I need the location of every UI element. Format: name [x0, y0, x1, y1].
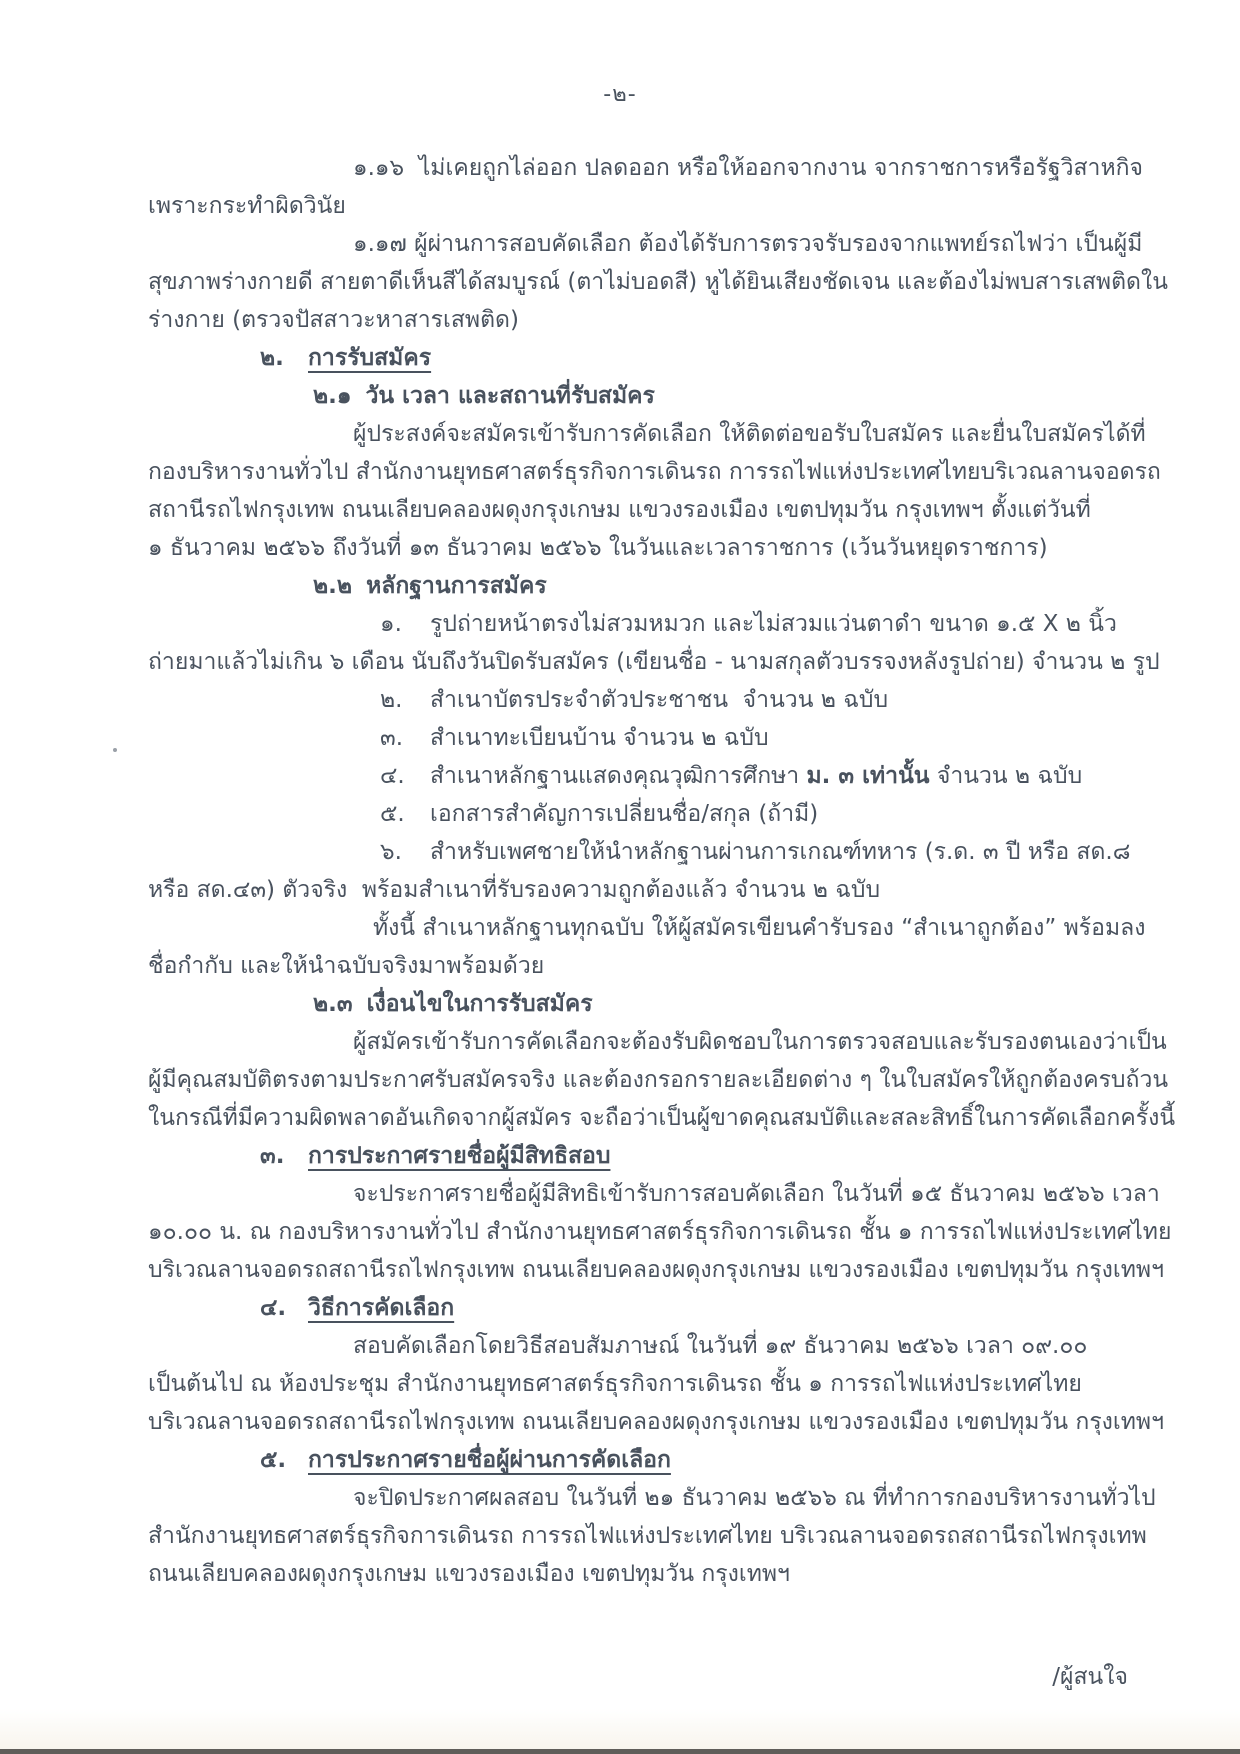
text-segment: สถานีรถไฟกรุงเทพ ถนนเลียบคลองผดุงกรุงเกษม แขวงรองเมือง เขตปทุมวัน กรุงเทพฯ ตั้งแต่วันที่: [148, 497, 1091, 523]
list-item: [148, 757, 1128, 795]
scan-bottom-edge: [0, 1749, 1240, 1754]
heading-title: การประกาศรายชื่อผู้มีสิทธิสอบ: [308, 1143, 611, 1169]
list-item: [148, 795, 1128, 833]
list-item-number: ๒.: [380, 687, 403, 713]
document-line: [148, 643, 1160, 681]
heading-number: ๔.: [260, 1295, 287, 1321]
text-segment: จำนวน ๒ ฉบับ: [929, 763, 1083, 789]
text-segment: ๑ ธันวาคม ๒๕๖๖ ถึงวันที่ ๑๓ ธันวาคม ๒๕๖๖ ในวันและเวลาราชการ (เว้นวันหยุดราชการ): [148, 535, 1048, 561]
section-heading: [148, 1137, 1128, 1175]
list-item-number: ๑.: [380, 611, 402, 637]
text-segment: บริเวณลานจอดรถสถานีรถไฟกรุงเทพ ถนนเลียบคลองผดุงกรุงเกษม แขวงรองเมือง เขตปทุมวัน กรุงเทพฯ: [148, 1257, 1165, 1283]
text-segment: ๑.๑๗ ผู้ผ่านการสอบคัดเลือก ต้องได้รับการตรวจรับรองจากแพทย์รถไฟว่า เป็นผู้มี: [353, 231, 1143, 257]
heading-number: ๒.๓: [313, 991, 353, 1017]
document-line: [148, 1327, 1128, 1365]
section-heading: [148, 1289, 1128, 1327]
heading-title: วัน เวลา และสถานที่รับสมัคร: [365, 383, 655, 409]
text-segment: สำหรับเพศชายให้นำหลักฐานผ่านการเกณฑ์ทหาร (ร.ด. ๓ ปี หรือ สด.๘: [430, 839, 1131, 865]
text-segment: ถนนเลียบคลองผดุงกรุงเกษม แขวงรองเมือง เขตปทุมวัน กรุงเทพฯ: [148, 1561, 790, 1587]
document-line: [148, 947, 1128, 985]
page-number: -๒-: [603, 82, 637, 107]
heading-number: ๕.: [260, 1447, 287, 1473]
document-line: [148, 301, 1128, 339]
document-line: [148, 263, 1168, 301]
text-segment: ผู้มีคุณสมบัติตรงตามประกาศรับสมัครจริง และต้องกรอกรายละเอียดต่าง ๆ ในใบสมัครให้ถูกต้องครบถ้วน: [148, 1067, 1169, 1093]
document-body: [148, 149, 1176, 1593]
heading-number: ๒.๒: [313, 573, 353, 599]
document-line: [148, 1403, 1165, 1441]
document-line: [148, 1213, 1172, 1251]
text-segment: สำเนาทะเบียนบ้าน จำนวน ๒ ฉบับ: [430, 725, 769, 751]
text-segment: บริเวณลานจอดรถสถานีรถไฟกรุงเทพ ถนนเลียบคลองผดุงกรุงเกษม แขวงรองเมือง เขตปทุมวัน กรุงเทพฯ: [148, 1409, 1165, 1435]
text-segment: เอกสารสำคัญการเปลี่ยนชื่อ/สกุล (ถ้ามี): [430, 801, 819, 827]
list-item: [148, 681, 1128, 719]
document-line: [148, 187, 1128, 225]
heading-title: วิธีการคัดเลือก: [308, 1295, 455, 1321]
document-line: [148, 1251, 1165, 1289]
subsection-heading: [148, 985, 1128, 1023]
document-line: [148, 1365, 1128, 1403]
document-line: [148, 529, 1128, 567]
list-item-number: ๖.: [380, 839, 402, 865]
heading-title: หลักฐานการสมัคร: [366, 573, 547, 599]
document-line: [148, 871, 1128, 909]
section-heading: [148, 1441, 1128, 1479]
text-segment: ถ่ายมาแล้วไม่เกิน ๖ เดือน นับถึงวันปิดรับสมัคร (เขียนชื่อ - นามสกุลตัวบรรจงหลังรูปถ่าย) จำนวน ๒ รูป: [148, 649, 1160, 675]
text-segment: ๑.๑๖ ไม่เคยถูกไล่ออก ปลดออก หรือให้ออกจากงาน จากราชการหรือรัฐวิสาหกิจ: [353, 155, 1144, 181]
document-line: [148, 1517, 1147, 1555]
document-line: [148, 1061, 1169, 1099]
text-segment: รูปถ่ายหน้าตรงไม่สวมหมวก และไม่สวมแว่นตาดำ ขนาด ๑.๕ X ๒ นิ้ว: [430, 611, 1117, 637]
scan-speck: [113, 748, 117, 752]
document-line: [148, 1479, 1156, 1517]
list-item-number: ๓.: [380, 725, 404, 751]
document-line: [148, 1023, 1167, 1061]
text-segment: สำเนาหลักฐานแสดงคุณวุฒิการศึกษา: [430, 763, 807, 789]
text-segment: สำนักงานยุทธศาสตร์ธุรกิจการเดินรถ การรถไฟแห่งประเทศไทย บริเวณลานจอดรถสถานีรถไฟกรุงเทพ: [148, 1523, 1147, 1549]
text-segment: ผู้สมัครเข้ารับการคัดเลือกจะต้องรับผิดชอบในการตรวจสอบและรับรองตนเองว่าเป็น: [353, 1029, 1167, 1055]
document-line: [148, 453, 1161, 491]
subsection-heading: [148, 567, 1128, 605]
list-item-number: ๔.: [380, 763, 405, 789]
scan-shadow: [0, 1709, 1240, 1749]
text-segment: สำเนาบัตรประจำตัวประชาชน จำนวน ๒ ฉบับ: [430, 687, 889, 713]
heading-number: ๒.: [260, 345, 284, 371]
text-segment: สุขภาพร่างกายดี สายตาดีเห็นสีได้สมบูรณ์ (ตาไม่บอดสี) หูได้ยินเสียงชัดเจน และต้องไม่พบสารเสพติดใน: [148, 269, 1168, 295]
document-line: [148, 415, 1146, 453]
list-item: [148, 833, 1131, 871]
heading-number: ๓.: [260, 1143, 285, 1169]
footer-continuation-note: /ผู้สนใจ: [1052, 1664, 1128, 1690]
text-segment: จะประกาศรายชื่อผู้มีสิทธิเข้ารับการสอบคัดเลือก ในวันที่ ๑๕ ธันวาคม ๒๕๖๖ เวลา: [353, 1181, 1160, 1207]
text-segment: ทั้งนี้ สำเนาหลักฐานทุกฉบับ ให้ผู้สมัครเขียนคำรับรอง “สำเนาถูกต้อง” พร้อมลง: [373, 915, 1146, 941]
section-heading: [148, 339, 1128, 377]
text-segment: หรือ สด.๔๓) ตัวจริง พร้อมสำเนาที่รับรองความถูกต้องแล้ว จำนวน ๒ ฉบับ: [148, 877, 881, 903]
text-segment: เป็นต้นไป ณ ห้องประชุม สำนักงานยุทธศาสตร์ธุรกิจการเดินรถ ชั้น ๑ การรถไฟแห่งประเทศไทย: [148, 1371, 1082, 1397]
document-line: [148, 149, 1144, 187]
text-segment: ชื่อกำกับ และให้นำฉบับจริงมาพร้อมด้วย: [148, 953, 545, 979]
heading-number: ๒.๑: [313, 383, 352, 409]
heading-title: การประกาศรายชื่อผู้ผ่านการคัดเลือก: [308, 1447, 671, 1473]
heading-title: การรับสมัคร: [308, 345, 432, 371]
text-segment: เพราะกระทำผิดวินัย: [148, 193, 346, 219]
document-line: [148, 909, 1146, 947]
document-line: [148, 1555, 1128, 1593]
text-segment: ร่างกาย (ตรวจปัสสาวะหาสารเสพติด): [148, 307, 519, 333]
document-line: [148, 491, 1128, 529]
document-line: [148, 1175, 1160, 1213]
list-item: [148, 605, 1128, 643]
subsection-heading: [148, 377, 1128, 415]
text-segment: จะปิดประกาศผลสอบ ในวันที่ ๒๑ ธันวาคม ๒๕๖๖ ณ ที่ทำการกองบริหารงานทั่วไป: [353, 1485, 1156, 1511]
text-segment: สอบคัดเลือกโดยวิธีสอบสัมภาษณ์ ในวันที่ ๑๙ ธันวาคม ๒๕๖๖ เวลา ๐๙.๐๐: [353, 1333, 1088, 1359]
heading-title: เงื่อนไขในการรับสมัคร: [366, 991, 593, 1017]
text-segment: กองบริหารงานทั่วไป สำนักงานยุทธศาสตร์ธุรกิจการเดินรถ การรถไฟแห่งประเทศไทยบริเวณลานจอดรถ: [148, 459, 1161, 485]
text-segment: ในกรณีที่มีความผิดพลาดอันเกิดจากผู้สมัคร จะถือว่าเป็นผู้ขาดคุณสมบัติและสละสิทธิ์ในการคัดเลือกครั้งนี้: [148, 1105, 1176, 1131]
text-segment: ผู้ประสงค์จะสมัครเข้ารับการคัดเลือก ให้ติดต่อขอรับใบสมัคร และยื่นใบสมัครได้ที่: [353, 421, 1146, 447]
text-segment: ๑๐.๐๐ น. ณ กองบริหารงานทั่วไป สำนักงานยุทธศาสตร์ธุรกิจการเดินรถ ชั้น ๑ การรถไฟแห่งประเทศไทย: [148, 1219, 1172, 1245]
text-segment: ม. ๓ เท่านั้น: [806, 763, 930, 789]
list-item-number: ๕.: [380, 801, 405, 827]
list-item: [148, 719, 1128, 757]
document-line: [148, 1099, 1176, 1137]
document-line: [148, 225, 1143, 263]
